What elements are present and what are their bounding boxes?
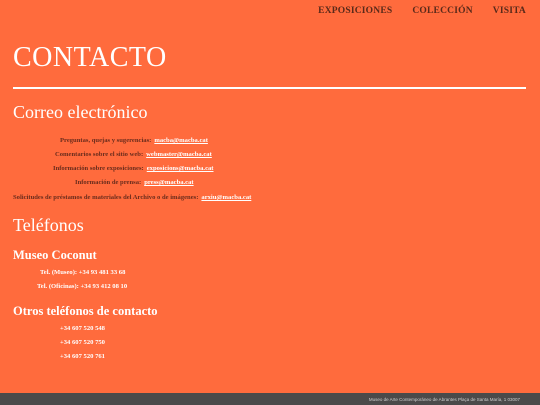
email-row-archivo bbox=[13, 194, 251, 201]
email-label: Solicitudes de préstamos de materiales del Archivo o de imágenes: bbox=[13, 194, 199, 201]
phone-row-other-2: +34 607 520 750 bbox=[60, 339, 105, 346]
phones-section-heading: Teléfonos bbox=[13, 215, 84, 235]
phone-row-other-1: +34 607 520 548 bbox=[60, 325, 105, 332]
email-row-preguntas bbox=[60, 137, 208, 144]
email-row-exposiciones bbox=[53, 165, 214, 172]
email-label: Información de prensa: bbox=[75, 179, 142, 186]
page-title: CONTACTO bbox=[13, 42, 167, 73]
museum-subheading: Museo Coconut bbox=[13, 248, 97, 262]
title-divider bbox=[13, 87, 526, 89]
nav-link-coleccion[interactable]: COLECCIÓN bbox=[412, 6, 473, 16]
email-row-prensa bbox=[75, 179, 194, 186]
top-navigation bbox=[318, 6, 526, 16]
email-link-macba[interactable]: macba@macba.cat bbox=[154, 137, 208, 144]
email-link-press[interactable]: press@macba.cat bbox=[144, 179, 194, 186]
phone-row-other-3: +34 607 520 761 bbox=[60, 353, 105, 360]
nav-link-exposiciones[interactable]: EXPOSICIONES bbox=[318, 6, 393, 16]
footer-bar bbox=[0, 393, 540, 405]
email-label: Preguntas, quejas y sugerencias: bbox=[60, 137, 152, 144]
email-link-exposicions[interactable]: exposicions@macba.cat bbox=[146, 165, 214, 172]
phone-row-museo: Tel. (Museo): +34 93 481 33 68 bbox=[40, 269, 126, 276]
email-label: Comentarios sobre el sitio web: bbox=[55, 151, 144, 158]
email-row-comentarios bbox=[55, 151, 212, 158]
email-link-arxiu[interactable]: arxiu@macba.cat bbox=[201, 194, 252, 201]
email-label: Información sobre exposiciones: bbox=[53, 165, 144, 172]
nav-link-visita[interactable]: VISITA bbox=[492, 6, 526, 16]
footer-address: Museo de Arte Contemporáneo de Abrantes Plaça de Santa María, 1 03007 bbox=[368, 397, 520, 402]
email-section-heading: Correo electrónico bbox=[13, 102, 148, 122]
email-link-webmaster[interactable]: webmaster@macba.cat bbox=[146, 151, 212, 158]
other-phones-subheading: Otros teléfonos de contacto bbox=[13, 304, 158, 318]
phone-row-oficinas: Tel. (Oficinas): +34 93 412 08 10 bbox=[37, 283, 128, 290]
